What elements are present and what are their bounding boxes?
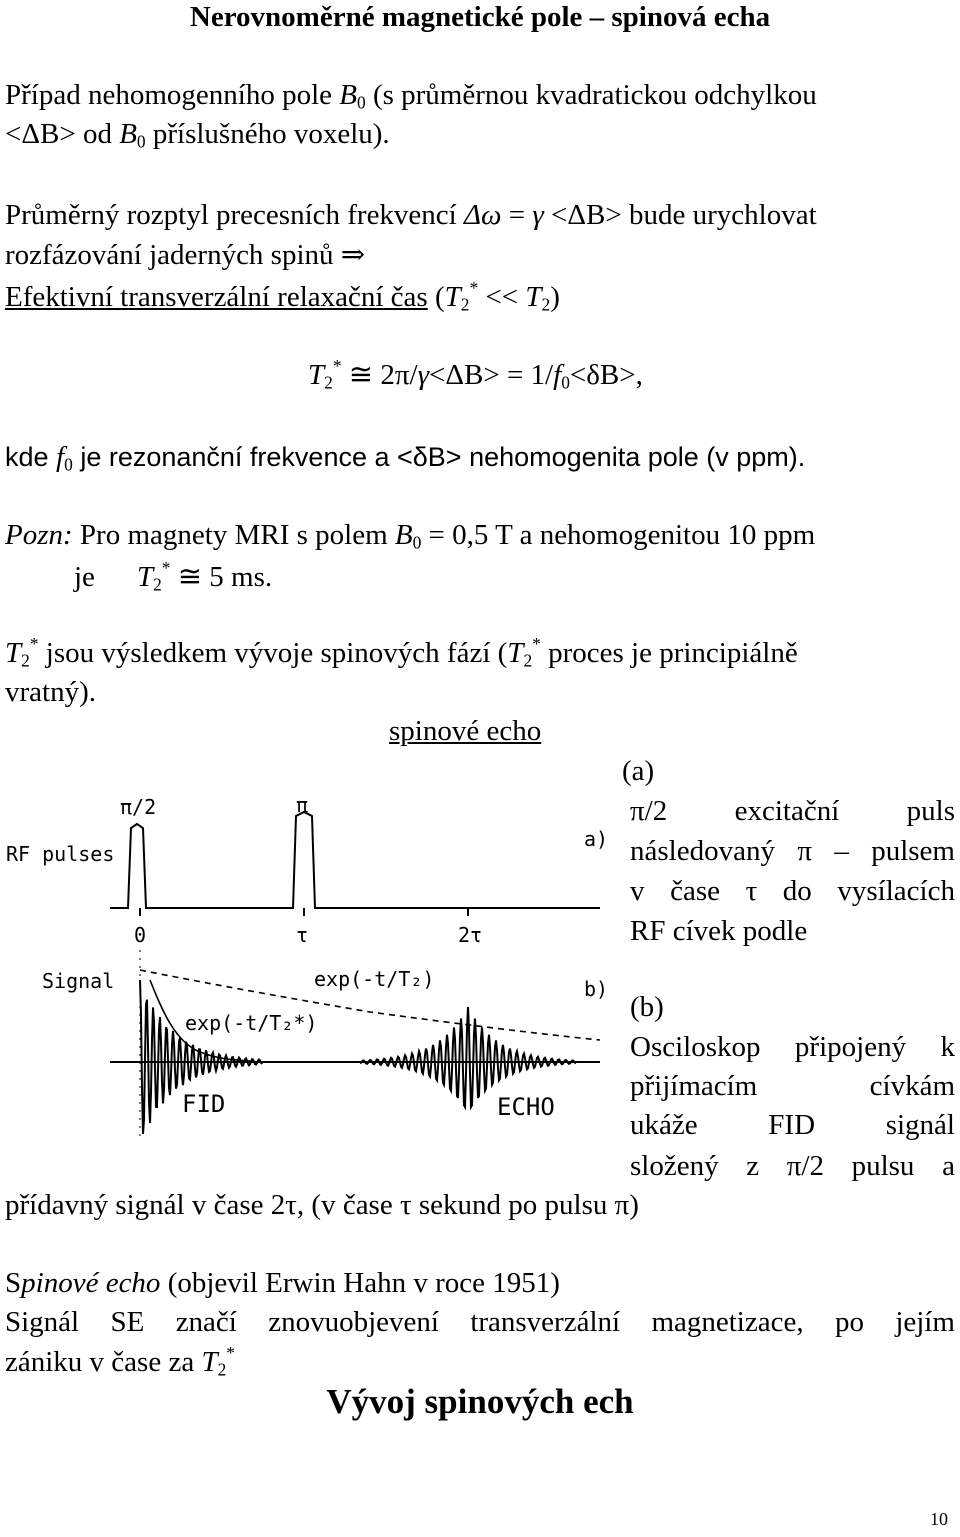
exp-t2-label: exp(-t/T₂) <box>314 967 435 991</box>
side-a-label: (a) <box>622 755 655 787</box>
pi-label: π <box>296 793 309 817</box>
fid-label: FID <box>182 1090 226 1118</box>
t2star-equation: $T_2^*$ ≅ $2\pi/\gamma<\Delta B> = 1/f_0<\delta B>$, <box>308 355 643 393</box>
tau-label: τ <box>296 923 309 947</box>
se-line-2: zániku v čase za $T_2^*$ <box>5 1342 235 1380</box>
pozn-line-1: Pozn: Pro magnety MRI s polem $B_0 = 0,5$ T a nehomogenitou 10 ppm <box>5 519 816 553</box>
exp-t2s-label: exp(-t/T₂*) <box>185 1011 318 1035</box>
a-label: a) <box>584 827 609 851</box>
side-b-line-4: složený z π/2 pulsu a <box>630 1150 955 1182</box>
rozptyl-line-2: rozfázování jaderných spinů ⇒ <box>5 239 366 271</box>
page-number: 10 <box>930 1509 948 1529</box>
side-a-line-2: následovaný π – pulsem <box>630 835 955 867</box>
b-label: b) <box>584 977 609 1001</box>
spin-echo-diagram <box>0 790 615 1160</box>
side-a-line-1: π/2 excitační puls <box>630 795 955 827</box>
pi2-label: π/2 <box>120 795 157 819</box>
signal-label: Signal <box>42 969 115 993</box>
hahn-line: Spinové echo (objevil Erwin Hahn v roce 1951) <box>5 1267 560 1299</box>
t0-label: 0 <box>134 923 147 947</box>
echo-subtitle: spinové echo <box>389 715 542 747</box>
side-b-label: (b) <box>630 991 664 1023</box>
side-b-line-3: ukáže FID signál <box>630 1109 955 1141</box>
rozptyl-line-1: Průměrný rozptyl precesních frekvencí Δω = γ <ΔB> bude urychlovat <box>5 199 817 231</box>
echo-label: ECHO <box>497 1093 555 1121</box>
se-line-1: Signál SE značí znovuobjevení transverzální magnetizace, po jejím <box>5 1306 955 1338</box>
intro-line-1: Případ nehomogenního pole $B_0$ (s průměrnou kvadratickou odchylkou <box>5 79 817 113</box>
rf-pulses-label: RF pulses <box>6 842 115 866</box>
echo-waveform <box>360 1007 576 1107</box>
side-b-line-1: Osciloskop připojený k <box>630 1031 955 1063</box>
page-title: Nerovnoměrné magnetické pole – spinová echa <box>189 1 771 33</box>
side-a-line-3: v čase τ do vysílacích <box>630 875 955 907</box>
side-b-line-2: přijímacím cívkám <box>630 1070 955 1102</box>
rozptyl-line-3: Efektivní transverzální relaxační čas $(T_2^* << T_2)$ <box>5 277 560 315</box>
kde-line: kde $f_0$ je rezonanční frekvence a <δB> nehomogenita pole (v ppm). <box>5 441 806 475</box>
side-a-line-4: RF cívek podle <box>630 915 808 947</box>
tau2-label: 2τ <box>458 923 483 947</box>
vysledek-line-1: $T_2^*$ jsou výsledkem vývoje spinových fází ($T_2^*$ proces je principiálně <box>5 633 798 671</box>
rf-pulse-line <box>110 812 600 908</box>
pridavny-line: přídavný signál v čase 2τ, (v čase τ sekund po pulsu π) <box>5 1189 639 1221</box>
pozn-line-2: je $T_2^*$ ≅ 5 ms. <box>74 557 273 595</box>
section-heading: Vývoj spinových ech <box>326 1382 634 1421</box>
intro-line-2: <ΔB> od $B_0$ příslušného voxelu). <box>5 118 390 152</box>
vysledek-line-2: vratný). <box>5 676 96 708</box>
